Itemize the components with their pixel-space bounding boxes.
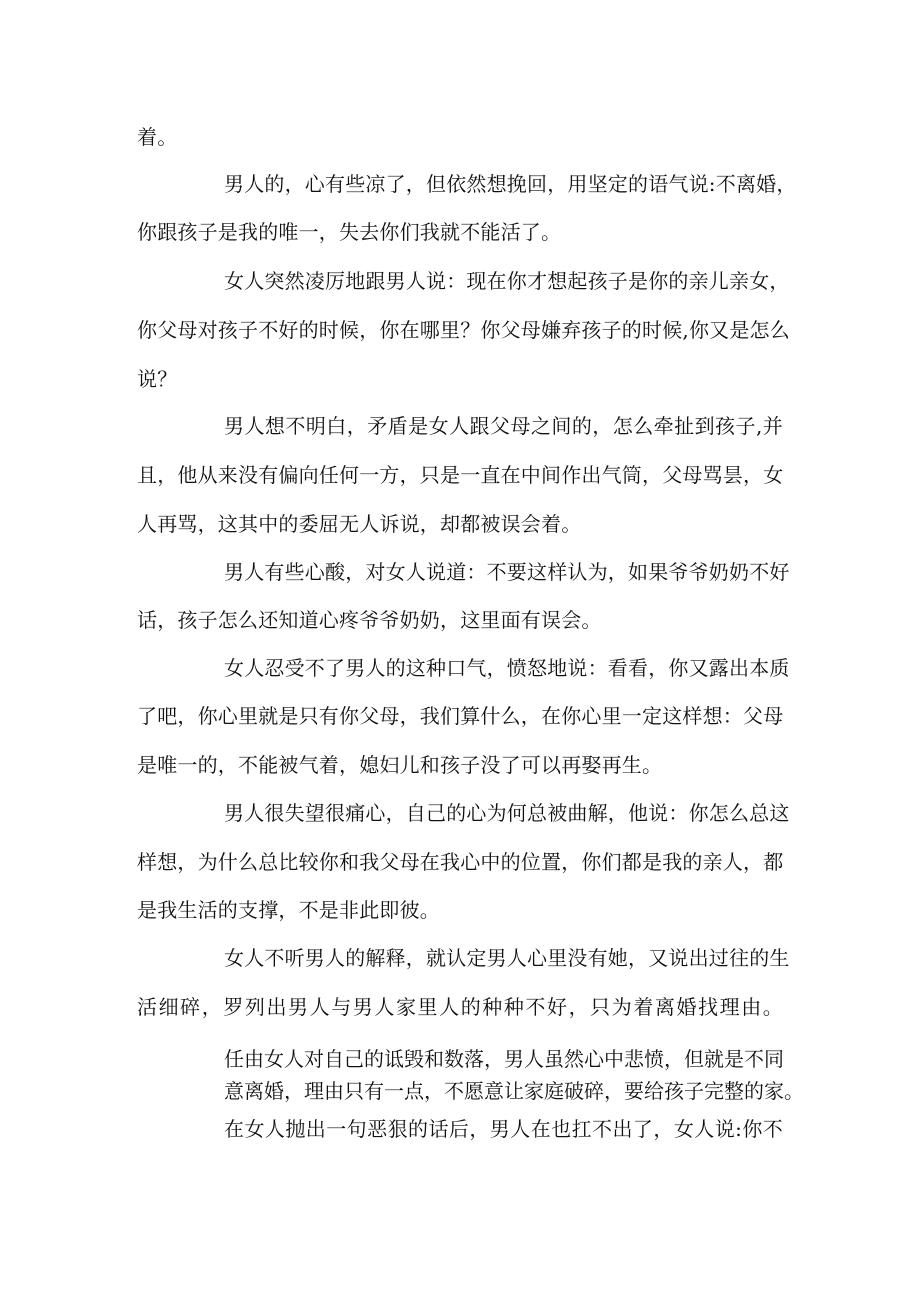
text-line: 在女人抛出一句恶狠的话后，男人在也扛不出了，女人说:你不 [224,1117,783,1141]
text-line: 是我生活的支撑，不是非此即彼。 [137,898,440,922]
text-line: 话，孩子怎么还知道心疼爷爷奶奶，这里面有误会。 [137,608,602,632]
indented-paragraph [224,1043,804,1107]
text-line: 你父母对孩子不好的时候，你在哪里？你父母嫌弃孩子的时候,你又是怎么 [137,318,790,342]
text-line: 你跟孩子是我的唯一，失去你们我就不能活了。 [137,220,562,244]
text-line: 男人的，心有些凉了，但依然想挽回，用坚定的语气说:不离婚， [224,172,797,196]
text-line: 且，他从来没有偏向任何一方，只是一直在中间作出气筒，父母骂昙，女 [137,463,784,487]
text-line: 女人忍受不了男人的这种口气，愤怒地说：看看，你又露出本质 [224,656,790,680]
text-line: 男人有些心酸，对女人说道：不要这样认为，如果爷爷奶奶不好 [224,560,790,584]
text-line: 活细碎，罗列出男人与男人家里人的种种不好，只为着离婚找理由。 [137,995,783,1019]
text-line: 任由女人对自己的诋毁和数落，男人虽然心中悲愤，但就是不同 [224,1047,784,1071]
text-line: 人再骂，这其中的委屈无人诉说，却都被误会着。 [137,512,582,536]
text-line: 了吧，你心里就是只有你父母，我们算什么，在你心里一定这样想：父母 [137,704,784,728]
text-line: 男人很失望很痛心，自己的心为何总被曲解，他说：你怎么总这 [224,801,790,825]
text-line: 女人不听男人的解释，就认定男人心里没有她，又说出过往的生 [224,946,790,970]
text-line: 男人想不明白，矛盾是女人跟父母之间的，怎么牵扯到孩子,并 [224,414,783,438]
text-line: 是唯一的，不能被气着，媳妇儿和孩子没了可以再娶再生。 [137,753,663,777]
text-line: 女人突然凌厉地跟男人说：现在你才想起孩子是你的亲儿亲女， [224,269,790,293]
text-line: 着。 [137,125,178,149]
text-line: 样想，为什么总比较你和我父母在我心中的位置，你们都是我的亲人，都 [137,850,784,874]
text-line: 意离婚，理由只有一点，不愿意让家庭破碎，要给孩子完整的家。 [224,1079,804,1103]
text-line: 说？ [137,367,178,391]
